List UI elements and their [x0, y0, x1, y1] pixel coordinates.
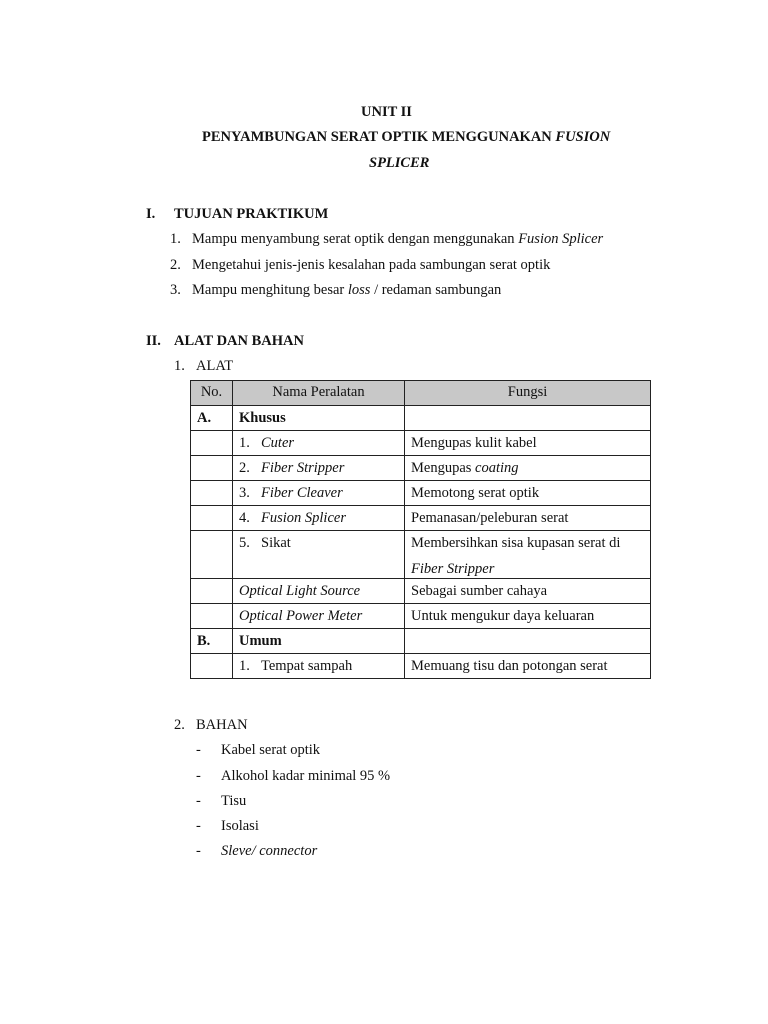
- table-row: [191, 654, 651, 679]
- material-text: Tisu: [221, 793, 247, 809]
- table-row: [191, 579, 651, 604]
- subsection-label: ALAT: [196, 358, 234, 374]
- tool-function: Memuang tisu dan potongan serat: [405, 654, 651, 679]
- subsection-label: BAHAN: [196, 717, 248, 733]
- table-row-group-b: [191, 629, 651, 654]
- material-text: Kabel serat optik: [221, 742, 321, 758]
- item-name: Tempat sampah: [261, 658, 353, 674]
- tool-function: Memotong serat optik: [405, 481, 651, 506]
- title-italic-text: FUSION: [555, 129, 611, 145]
- tool-name: [233, 531, 405, 579]
- tool-function: Pemanasan/peleburan serat: [405, 506, 651, 531]
- empty-cell: [191, 456, 233, 481]
- objective-item-3: [170, 281, 501, 299]
- item-number: 2.: [239, 460, 250, 476]
- bullet-dash: -: [196, 793, 201, 809]
- document-title-line1: [202, 128, 610, 146]
- function-text: Membersihkan sisa kupasan serat di: [411, 535, 621, 551]
- list-italic-text: Fusion Splicer: [518, 231, 604, 247]
- list-number: 2.: [170, 257, 181, 273]
- group-name: Umum: [233, 629, 405, 654]
- bullet-dash: -: [196, 843, 201, 859]
- function-italic-text: Fiber Stripper: [411, 561, 495, 577]
- section2-number: II.: [146, 333, 161, 349]
- material-item: [196, 792, 246, 810]
- item-number: 4.: [239, 510, 250, 526]
- subsection-alat: [174, 357, 233, 375]
- item-name: Cuter: [261, 435, 295, 451]
- tool-function: Untuk mengukur daya keluaran: [405, 604, 651, 629]
- group-name: Khusus: [233, 406, 405, 431]
- document-title-line2: SPLICER: [369, 155, 430, 171]
- empty-cell: [191, 431, 233, 456]
- empty-cell: [191, 604, 233, 629]
- list-text-tail: / redaman sambungan: [370, 282, 502, 298]
- tool-name: [233, 456, 405, 481]
- empty-cell: [191, 531, 233, 579]
- unit-title: UNIT II: [361, 104, 412, 120]
- objective-item-1: [170, 230, 603, 248]
- material-text: Sleve/ connector: [221, 843, 318, 859]
- list-number: 1.: [174, 358, 185, 374]
- list-italic-text: loss: [347, 282, 371, 298]
- tool-function: Sebagai sumber cahaya: [405, 579, 651, 604]
- bullet-dash: -: [196, 818, 201, 834]
- objective-item-2: [170, 256, 550, 274]
- table-row: [191, 604, 651, 629]
- list-text: Mampu menghitung besar: [192, 282, 348, 298]
- empty-cell: [405, 406, 651, 431]
- function-text: Mengupas: [411, 460, 476, 476]
- item-name: Fusion Splicer: [261, 510, 346, 526]
- list-number: 3.: [170, 282, 181, 298]
- section2-heading: ALAT DAN BAHAN: [174, 333, 304, 349]
- material-text: Isolasi: [221, 818, 259, 834]
- material-item: [196, 842, 317, 860]
- item-number: 1.: [239, 658, 250, 674]
- tool-function: [405, 456, 651, 481]
- item-name: Fiber Stripper: [261, 460, 345, 476]
- tool-name: [233, 481, 405, 506]
- bullet-dash: -: [196, 768, 201, 784]
- item-number: 1.: [239, 435, 250, 451]
- material-item: [196, 767, 390, 785]
- material-item: [196, 741, 320, 759]
- material-item: [196, 817, 259, 835]
- item-number: 5.: [239, 535, 250, 551]
- material-text: Alkohol kadar minimal 95 %: [221, 768, 391, 784]
- table-row: [191, 506, 651, 531]
- section1-number: I.: [146, 206, 156, 222]
- header-nama: Nama Peralatan: [233, 381, 405, 406]
- table-row-group-a: [191, 406, 651, 431]
- item-name: Sikat: [261, 535, 291, 551]
- tool-function: Mengupas kulit kabel: [405, 431, 651, 456]
- function-italic-text: coating: [475, 460, 519, 476]
- section1-heading: TUJUAN PRAKTIKUM: [174, 206, 329, 222]
- table-row: [191, 481, 651, 506]
- tool-name: [233, 431, 405, 456]
- list-text: Mengetahui jenis-jenis kesalahan pada sambungan serat optik: [192, 257, 551, 273]
- list-text: Mampu menyambung serat optik dengan menggunakan: [192, 231, 519, 247]
- empty-cell: [191, 654, 233, 679]
- tool-name: Optical Light Source: [233, 579, 405, 604]
- empty-cell: [405, 629, 651, 654]
- tool-name: [233, 654, 405, 679]
- tool-name: Optical Power Meter: [233, 604, 405, 629]
- empty-cell: [191, 506, 233, 531]
- item-number: 3.: [239, 485, 250, 501]
- table-row: [191, 431, 651, 456]
- table-header-row: [191, 381, 651, 406]
- header-no: No.: [191, 381, 233, 406]
- title-text: PENYAMBUNGAN SERAT OPTIK MENGGUNAKAN: [202, 129, 556, 145]
- table-row: [191, 531, 651, 579]
- table-row: [191, 456, 651, 481]
- list-number: 1.: [170, 231, 181, 247]
- tool-name: [233, 506, 405, 531]
- equipment-table: [190, 380, 651, 679]
- empty-cell: [191, 481, 233, 506]
- group-code: A.: [191, 406, 233, 431]
- list-number: 2.: [174, 717, 185, 733]
- group-code: B.: [191, 629, 233, 654]
- empty-cell: [191, 579, 233, 604]
- item-name: Fiber Cleaver: [261, 485, 343, 501]
- tool-function: [405, 531, 651, 579]
- bullet-dash: -: [196, 742, 201, 758]
- header-fungsi: Fungsi: [405, 381, 651, 406]
- subsection-bahan: [174, 716, 248, 734]
